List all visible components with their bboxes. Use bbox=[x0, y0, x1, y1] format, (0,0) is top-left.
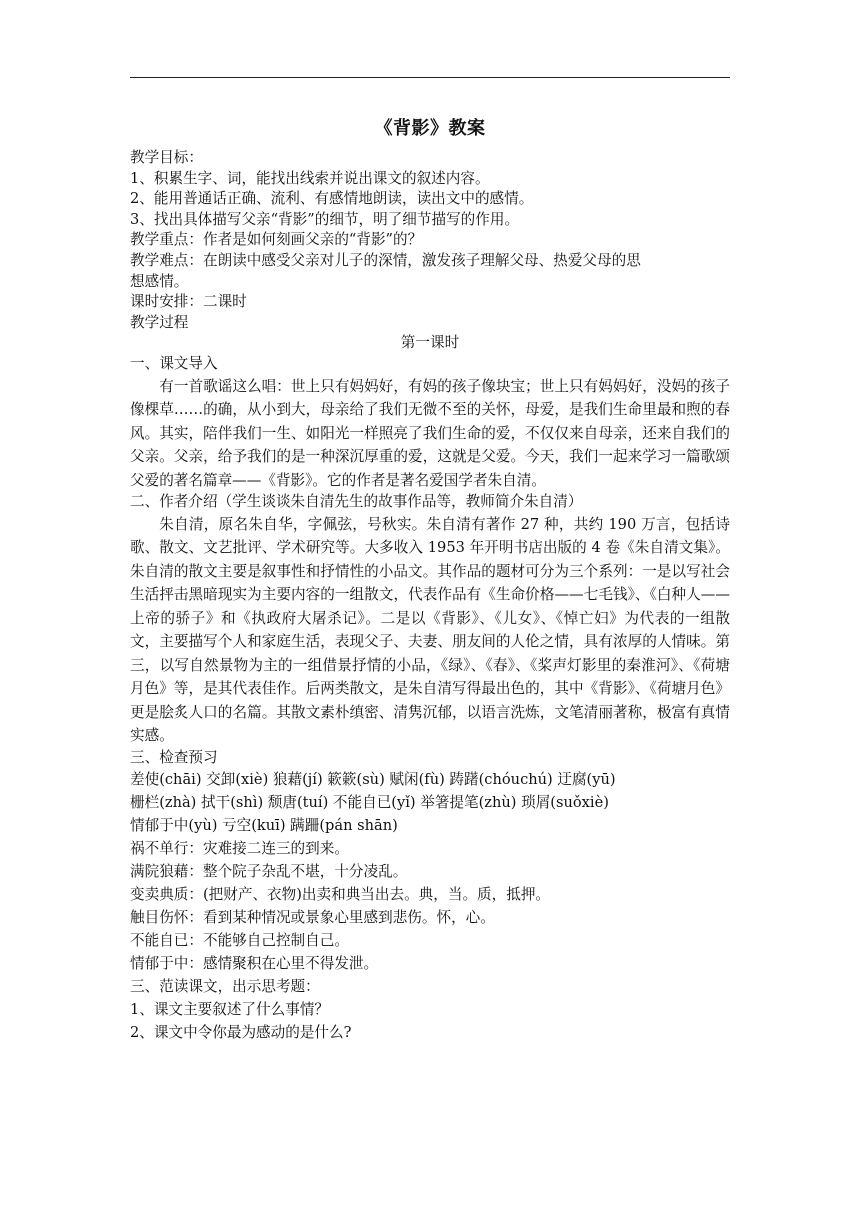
definition-item: 不能自已：不能够自己控制自己。 bbox=[130, 932, 349, 950]
difficulty-line-2: 想感情。 bbox=[130, 272, 189, 290]
goals-heading: 教学目标： bbox=[130, 149, 203, 166]
goal-item: 2、能用普通话正确、流利、有感情地朗读，读出文中的感情。 bbox=[130, 190, 534, 208]
goal-item: 1、积累生字、词，能找出线索并说出课文的叙述内容。 bbox=[130, 169, 490, 187]
definition-item: 变卖典质：(把财产、衣物)出卖和典当出去。典，当。质，抵押。 bbox=[130, 886, 551, 904]
section-heading-author: 二、作者介绍（学生谈谈朱自清先生的故事作品等，教师简介朱自清） bbox=[130, 493, 583, 511]
definition-item: 满院狼藉：整个院子杂乱不堪，十分凌乱。 bbox=[130, 863, 408, 881]
vocab-line: 栅栏(zhà) 拭干(shì) 颓唐(tuí) 不能自已(yǐ) 举箸提笔(zhù) 琐屑(suǒxiè) bbox=[130, 794, 609, 812]
section-heading-reading: 三、范读课文，出示思考题： bbox=[130, 978, 320, 996]
definition-item: 触目伤怀：看到某种情况或景象心里感到悲伤。怀，心。 bbox=[130, 909, 495, 927]
vocab-line: 差使(chāi) 交卸(xiè) 狼藉(jí) 簌簌(sù) 赋闲(fù) 踌躇(chóuchú) 迂腐(yū) bbox=[130, 771, 616, 789]
section-heading-intro: 一、课文导入 bbox=[130, 354, 218, 372]
document-body bbox=[130, 116, 730, 1044]
document-title: 《背影》教案 bbox=[374, 118, 486, 139]
goal-item: 3、找出具体描写父亲“背影”的细节，明了细节描写的作用。 bbox=[130, 210, 520, 228]
schedule: 课时安排：二课时 bbox=[130, 293, 247, 311]
vocab-line: 情郁于中(yù) 亏空(kuī) 蹒跚(pán shān) bbox=[130, 817, 398, 835]
header-rule bbox=[130, 77, 730, 78]
definition-item: 祸不单行：灾难接二连三的到来。 bbox=[130, 840, 349, 858]
section-heading-preview: 三、检查预习 bbox=[130, 748, 218, 766]
process-heading: 教学过程 bbox=[130, 313, 189, 331]
lesson-heading: 第一课时 bbox=[400, 334, 460, 352]
difficulty-line-1: 教学难点：在朗读中感受父亲对儿子的深情，激发孩子理解父母、热爱父母的思 bbox=[130, 251, 641, 269]
key-point: 教学重点：作者是如何刻画父亲的“背影”的？ bbox=[130, 231, 423, 249]
author-paragraph: 朱自清，原名朱自华，字佩弦，号秋实。朱自清有著作 27 种，共约 190 万言，包括诗歌、散文、文艺批评、学术研究等。大多收入 1953 年开明书店出版的 4 卷《朱自清文集》。朱自清的散文主要是叙事性和抒情性的小品文。其作品的题材可分为三个系列：一是以写社会生活抨击黑暗现实为主要内容的一组散文，代表作品有《生命价格——七毛钱》、《白种人——上帝的骄子》和《执政府大屠杀记》。二是以《背影》、《儿女》、《悼亡妇》为代表的一组散文，主要描写个人和家庭生活，表现父子、夫妻、朋友间的人伦之情，具有浓厚的人情味。第三，以写自然景物为主的一组借景抒情的小品，《绿》、《春》、《桨声灯影里的秦淮河》、《荷塘月色》等，是其代表佳作。后两类散文，是朱自清写得最出色的，其中《背影》、《荷塘月色》更是脍炙人口的名篇。其散文素朴缜密、清隽沉郁，以语言洗炼，文笔清丽著称，极富有真情实感。 bbox=[130, 515, 730, 745]
definition-item: 情郁于中：感情聚积在心里不得发泄。 bbox=[130, 955, 379, 973]
question-item: 2、课文中令你最为感动的是什么? bbox=[130, 1024, 352, 1042]
question-item: 1、课文主要叙述了什么事情？ bbox=[130, 1001, 330, 1019]
intro-paragraph: 有一首歌谣这么唱：世上只有妈妈好，有妈的孩子像块宝；世上只有妈妈好，没妈的孩子像棵草……的确，从小到大，母亲给了我们无微不至的关怀，母爱，是我们生命里最和煦的春风。其实，陪伴我们一生、如阳光一样照亮了我们生命的爱，不仅仅来自母亲，还来自我们的父亲。父亲，给予我们的是一种深沉厚重的爱，这就是父爱。今天，我们一起来学习一篇歌颂父爱的著名篇章——《背影》。它的作者是著名爱国学者朱自清。 bbox=[130, 377, 730, 489]
